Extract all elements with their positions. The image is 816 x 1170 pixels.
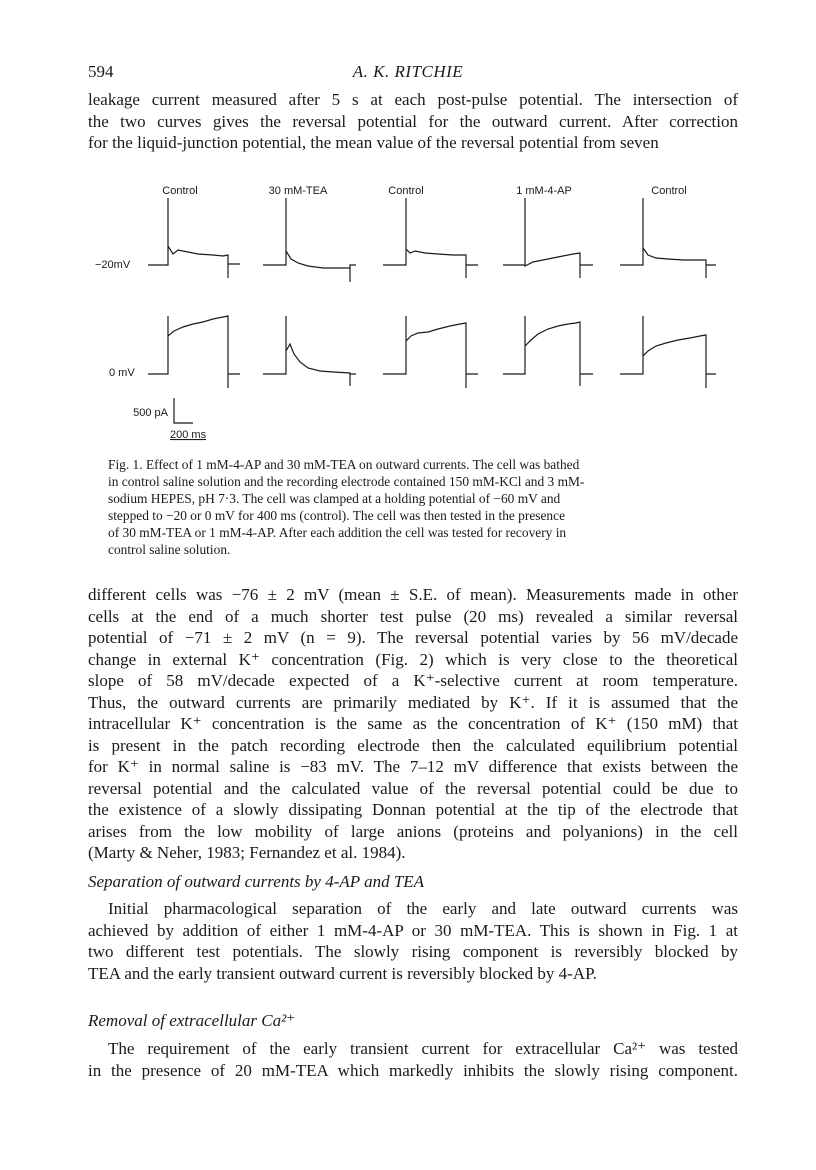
caption-line: stepped to −20 or 0 mV for 400 ms (control). The cell was then tested in the presence — [108, 508, 566, 523]
row-label-minus20: −20mV — [95, 259, 131, 271]
current-trace — [263, 198, 356, 282]
text-line: in the presence of 20 mM-TEA which markedly inhibits the slowly rising component. — [88, 1060, 738, 1080]
current-trace — [383, 316, 478, 388]
row-label-0mv: 0 mV — [109, 367, 135, 379]
paragraph-calcium — [88, 1038, 738, 1081]
paragraph-separation — [88, 898, 738, 984]
text-line: is present in the patch recording electrode then the calculated equilibrium potential — [88, 735, 738, 755]
running-title: A. K. RITCHIE — [352, 62, 464, 81]
column-label: Control — [651, 185, 687, 197]
text-line: for the liquid-junction potential, the mean value of the reversal potential from seven — [88, 133, 659, 152]
column-label: Control — [162, 185, 198, 197]
text-line: different cells was −76 ± 2 mV (mean ± S.E. of mean). Measurements made in other — [88, 585, 738, 604]
figure-1 — [88, 176, 738, 446]
text-line: for K⁺ in normal saline is −83 mV. The 7–12 mV difference that exists between the — [88, 757, 738, 776]
paragraph-middle — [88, 584, 738, 864]
current-trace — [620, 198, 716, 278]
current-trace — [620, 316, 716, 388]
current-trace — [503, 198, 593, 278]
column-label: 1 mM-4-AP — [516, 185, 572, 197]
text-line: the two curves gives the reversal potential for the outward current. After correction — [88, 111, 738, 131]
text-line: leakage current measured after 5 s at each post-pulse potential. The intersection of — [88, 90, 738, 109]
figure-caption — [108, 456, 728, 558]
text-line: TEA and the early transient outward current is reversibly blocked by 4-AP. — [88, 963, 597, 983]
trace-row-minus20 — [148, 198, 716, 282]
text-line: the existence of a slowly dissipating Donnan potential at the tip of the electrode that — [88, 800, 738, 819]
text-line: (Marty & Neher, 1983; Fernandez et al. 1984). — [88, 843, 406, 862]
scale-current-label: 500 pA — [133, 407, 168, 419]
text-line: slope of 58 mV/decade expected of a K⁺-selective current at room temperature. — [88, 671, 738, 690]
text-line: Initial pharmacological separation of the early and late outward currents was — [108, 899, 738, 918]
current-trace — [148, 198, 240, 278]
column-label: Control — [388, 185, 424, 197]
current-trace — [383, 198, 478, 278]
caption-line: sodium HEPES, pH 7·3. The cell was clamped at a holding potential of −60 mV and — [108, 491, 561, 506]
page-number: 594 — [88, 62, 114, 81]
text-line: intracellular K⁺ concentration is the same as the concentration of K⁺ (150 mM) that — [88, 714, 738, 733]
current-trace — [503, 316, 593, 386]
current-trace — [263, 316, 356, 386]
section-heading-separation: Separation of outward currents by 4-AP and TEA — [88, 872, 425, 891]
paragraph-top — [88, 89, 738, 154]
caption-line: Fig. 1. Effect of 1 mM-4-AP and 30 mM-TEA on outward currents. The cell was bathed — [108, 457, 580, 472]
text-line: cells at the end of a much shorter test pulse (20 ms) revealed a similar reversal — [88, 606, 738, 626]
scale-bar — [174, 398, 193, 423]
caption-line: control saline solution. — [108, 542, 231, 557]
column-label: 30 mM-TEA — [268, 185, 328, 197]
caption-line: in control saline solution and the recording electrode contained 150 mM-KCl and 3 mM- — [108, 474, 585, 489]
text-line: achieved by addition of either 1 mM-4-AP or 30 mM-TEA. This is shown in Fig. 1 at — [88, 920, 738, 940]
text-line: potential of −71 ± 2 mV (n = 9). The reversal potential varies by 56 mV/decade — [88, 628, 738, 647]
text-line: two different test potentials. The slowly rising component is reversibly blocked by — [88, 942, 738, 961]
text-line: Thus, the outward currents are primarily mediated by K⁺. If it is assumed that the — [88, 692, 738, 712]
text-line: arises from the low mobility of large anions (proteins and polyanions) in the cell — [88, 821, 738, 841]
current-trace — [148, 316, 240, 388]
trace-row-0mv — [148, 316, 716, 388]
section-heading-calcium: Removal of extracellular Ca²⁺ — [88, 1011, 296, 1030]
text-line: The requirement of the early transient current for extracellular Ca²⁺ was tested — [108, 1039, 738, 1058]
text-line: reversal potential and the calculated value of the reversal potential could be due to — [88, 778, 738, 798]
text-line: change in external K⁺ concentration (Fig. 2) which is very close to the theoretical — [88, 649, 738, 669]
caption-line: of 30 mM-TEA or 1 mM-4-AP. After each addition the cell was tested for recovery in — [108, 525, 567, 540]
scale-time-label: 200 ms — [170, 429, 207, 441]
